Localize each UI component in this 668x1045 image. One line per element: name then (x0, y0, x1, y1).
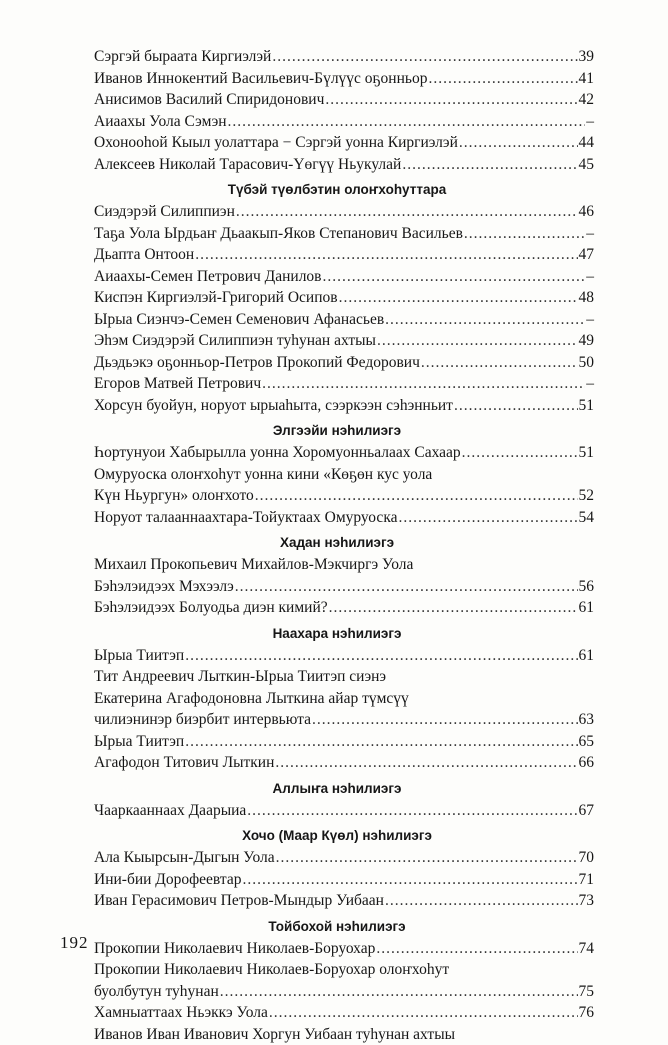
entry-title: Чааркааннаах Даарыиа (94, 800, 246, 822)
entry-page-number: 75 (579, 981, 595, 1003)
toc-entry[interactable] (94, 1024, 594, 1045)
toc-entry[interactable] (94, 688, 594, 710)
entry-title: чилиэнинэр биэрбит интервьюта (94, 709, 311, 731)
entry-page-number: 47 (579, 244, 595, 266)
entry-title: буолбутун туһунан (94, 981, 219, 1003)
entry-page-number: 49 (579, 330, 595, 352)
entry-title: Бэһэлэидээх Болуодьа диэн кимий? (94, 597, 328, 619)
entry-page-number: 74 (579, 938, 595, 960)
toc-entry[interactable] (94, 132, 594, 154)
toc-entry[interactable] (94, 576, 594, 598)
toc-entry[interactable] (94, 666, 594, 688)
dot-leader (385, 309, 585, 331)
dot-leader (220, 981, 578, 1003)
dot-leader (325, 89, 577, 111)
entry-page-number: 61 (579, 597, 595, 619)
toc-entry[interactable] (94, 847, 594, 869)
entry-title: Тит Андреевич Лыткин-Ырыа Тиитэп сиэнэ (94, 666, 386, 688)
entry-title: Ырыа Сиэнчэ-Семен Семенович Афанасьев (94, 309, 384, 331)
dot-leader (464, 223, 585, 245)
entry-title: Михаил Прокопьевич Михайлов-Мэкчиргэ Уола (94, 554, 413, 576)
entry-title: Киспэн Киргиэлэй-Григорий Осипов (94, 287, 338, 309)
entry-page-number: 71 (579, 869, 595, 891)
entry-title: Дьапта Онтоон (94, 244, 194, 266)
entry-title: Иван Герасимович Петров-Мындыр Уибаан (94, 890, 384, 912)
entry-page-number: – (586, 223, 594, 245)
entry-title: Сэргэй быраата Киргиэлэй (94, 46, 271, 68)
dot-leader (376, 938, 577, 960)
dot-leader (247, 800, 577, 822)
dot-leader (385, 890, 578, 912)
entry-title: Норуот талааннаахтара-Тойуктаах Омуруоска (94, 507, 398, 529)
entry-title: Охонооһой Кыыл уолаттара − Сэргэй уонна Киргиэлэй (94, 132, 458, 154)
entry-page-number: 50 (579, 352, 595, 374)
entry-page-number: 76 (579, 1002, 595, 1024)
entry-page-number: 44 (579, 132, 595, 154)
toc-entry[interactable] (94, 395, 594, 417)
entry-page-number: 51 (579, 395, 595, 417)
toc-entry[interactable] (94, 111, 594, 133)
section-heading: Тойбохой нэһилиэгэ (94, 912, 594, 938)
entry-title: Алексеев Николай Тарасович-Үөгүү Ньукулай (94, 154, 401, 176)
dot-leader (272, 46, 577, 68)
dot-leader (312, 709, 578, 731)
entry-title: Иванов Иннокентий Васильевич-Бүлүүс оҕонньор (94, 68, 427, 90)
dot-leader (185, 731, 577, 753)
entry-title: Омуруоска олоҥхоһут уонна кини «Көҕөн кус уола (94, 464, 432, 486)
entry-page-number: 66 (579, 752, 595, 774)
toc-entry[interactable] (94, 223, 594, 245)
entry-page-number: – (586, 373, 594, 395)
toc-entry[interactable] (94, 68, 594, 90)
entry-page-number: 41 (579, 68, 595, 90)
table-of-contents (94, 46, 594, 1045)
toc-entry[interactable] (94, 352, 594, 374)
entry-title: Агафодон Титович Лыткин (94, 752, 274, 774)
dot-leader (269, 1002, 578, 1024)
entry-title: Аиаахы-Семен Петрович Данилов (94, 266, 322, 288)
toc-entry[interactable] (94, 554, 594, 576)
section-heading: Хадан нэһилиэгэ (94, 528, 594, 554)
entry-page-number: 42 (579, 89, 595, 111)
toc-entry[interactable] (94, 938, 594, 960)
toc-entry[interactable] (94, 507, 594, 529)
entry-page-number: 70 (579, 847, 595, 869)
dot-leader (421, 352, 578, 374)
toc-entry[interactable] (94, 597, 594, 619)
toc-entry[interactable] (94, 645, 594, 667)
dot-leader (462, 442, 578, 464)
entry-page-number: 48 (579, 287, 595, 309)
entry-page-number: 73 (579, 890, 595, 912)
entry-title: Бэһэлэидээх Мэхээлэ (94, 576, 234, 598)
dot-leader (236, 201, 578, 223)
entry-page-number: – (586, 309, 594, 331)
entry-title: Сиэдэрэй Силиппиэн (94, 201, 235, 223)
dot-leader (242, 869, 577, 891)
entry-title: Дьэдьэкэ оҕонньор-Петров Прокопий Федорович (94, 352, 420, 374)
entry-title: Эһэм Сиэдэрэй Силиппиэн туһунан ахтыы (94, 330, 376, 352)
dot-leader (454, 395, 578, 417)
dot-leader (255, 485, 578, 507)
entry-page-number: 52 (579, 485, 595, 507)
entry-page-number: 39 (579, 46, 595, 68)
entry-page-number: – (586, 111, 594, 133)
toc-entry[interactable] (94, 869, 594, 891)
toc-entry[interactable] (94, 485, 594, 507)
dot-leader (377, 330, 578, 352)
entry-title: Хамныаттаах Ньэккэ Уола (94, 1002, 268, 1024)
dot-leader (262, 373, 585, 395)
entry-title: Анисимов Василий Спиридонович (94, 89, 324, 111)
toc-entry[interactable] (94, 800, 594, 822)
toc-entry[interactable] (94, 959, 594, 981)
dot-leader (235, 576, 578, 598)
entry-page-number: 65 (579, 731, 595, 753)
section-heading: Элгээйи нэһилиэгэ (94, 416, 594, 442)
dot-leader (459, 132, 578, 154)
dot-leader (228, 111, 586, 133)
entry-title: Прокопии Николаевич Николаев-Боруохар (94, 938, 375, 960)
dot-leader (275, 752, 577, 774)
entry-title: Ини-бии Дорофеевтар (94, 869, 241, 891)
toc-entry[interactable] (94, 309, 594, 331)
dot-leader (195, 244, 577, 266)
entry-page-number: 61 (579, 645, 595, 667)
entry-title: Екатерина Агафодоновна Лыткина айар түмсүү (94, 688, 409, 710)
dot-leader (329, 597, 578, 619)
toc-entry[interactable] (94, 890, 594, 912)
dot-leader (399, 507, 578, 529)
toc-entry[interactable] (94, 201, 594, 223)
toc-entry[interactable] (94, 731, 594, 753)
dot-leader (428, 68, 577, 90)
toc-entry[interactable] (94, 373, 594, 395)
toc-entry[interactable] (94, 464, 594, 486)
dot-leader (402, 154, 577, 176)
entry-title: Ырыа Тиитэп (94, 645, 184, 667)
toc-entry[interactable] (94, 287, 594, 309)
dot-leader (339, 287, 578, 309)
entry-page-number: 45 (579, 154, 595, 176)
entry-title: Күн Ньургун» олоҥхото (94, 485, 254, 507)
dot-leader (185, 645, 577, 667)
dot-leader (323, 266, 586, 288)
toc-entry[interactable] (94, 709, 594, 731)
entry-page-number: 46 (579, 201, 595, 223)
section-heading: Наахара нэһилиэгэ (94, 619, 594, 645)
toc-entry[interactable] (94, 266, 594, 288)
section-heading: Хочо (Маар Күөл) нэһилиэгэ (94, 821, 594, 847)
toc-entry[interactable] (94, 244, 594, 266)
section-heading: Аллыҥа нэһилиэгэ (94, 774, 594, 800)
entry-title: Ырыа Тиитэп (94, 731, 184, 753)
entry-title: Таҕа Уола Ырдьаҥ Дьаакып-Яков Степанович Васильев (94, 223, 463, 245)
entry-page-number: – (586, 266, 594, 288)
toc-entry[interactable] (94, 89, 594, 111)
entry-title: Аиаахы Уола Сэмэн (94, 111, 227, 133)
page-number: 192 (60, 933, 89, 953)
toc-entry[interactable] (94, 981, 594, 1003)
entry-page-number: 67 (579, 800, 595, 822)
toc-entry[interactable] (94, 442, 594, 464)
toc-entry[interactable] (94, 154, 594, 176)
entry-title: Хорсун буойун, норуот ырыаһыта, сээркээн сэһэнньит (94, 395, 453, 417)
toc-entry[interactable] (94, 752, 594, 774)
entry-title: Иванов Иван Иванович Хоргун Уибаан туһунан ахтыы (94, 1024, 455, 1045)
entry-title: Прокопии Николаевич Николаев-Боруохар олоҥхоһут (94, 959, 449, 981)
toc-entry[interactable] (94, 46, 594, 68)
entry-page-number: 51 (579, 442, 595, 464)
entry-title: Ала Кыырсын-Дыгын Уола (94, 847, 275, 869)
section-heading: Түбэй түөлбэтин олоҥхоһуттара (94, 175, 594, 201)
entry-title: Егоров Матвей Петрович (94, 373, 261, 395)
entry-page-number: 54 (579, 507, 595, 529)
dot-leader (276, 847, 578, 869)
toc-entry[interactable] (94, 330, 594, 352)
entry-page-number: 56 (579, 576, 595, 598)
toc-entry[interactable] (94, 1002, 594, 1024)
entry-title: Һортунуои Хабырылла уонна Хоромуонньалаах Сахаар (94, 442, 461, 464)
entry-page-number: 63 (579, 709, 595, 731)
